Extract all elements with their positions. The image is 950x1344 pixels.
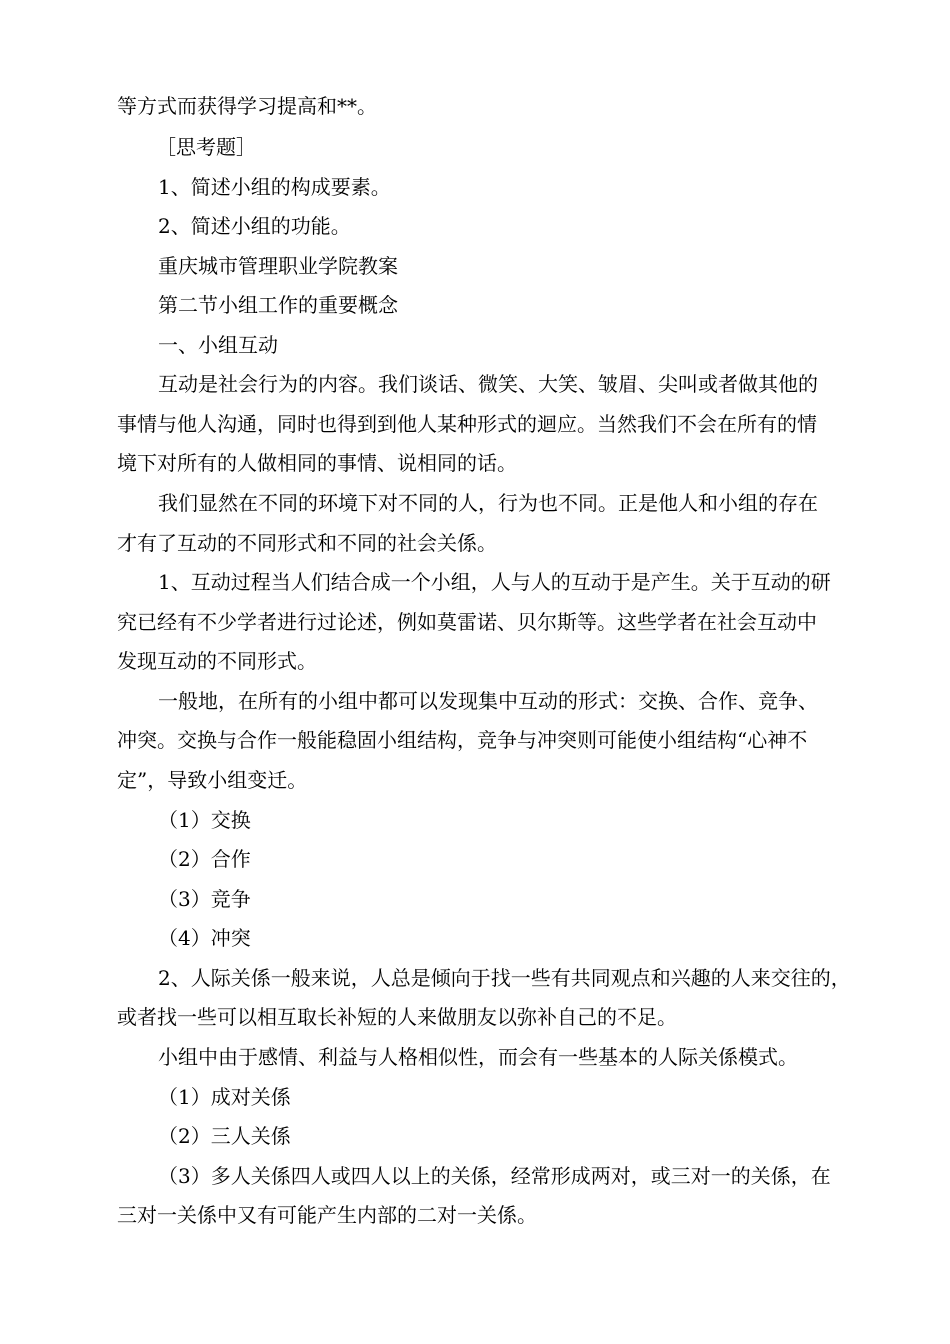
- text-line: 重庆城市管理职业学院教案: [158, 254, 398, 278]
- text-line: （1）交换: [158, 808, 251, 832]
- text-line: 或者找一些可以相互取长补短的人来做朋友以弥补自己的不足。: [117, 1005, 677, 1029]
- text-line: （2）合作: [158, 847, 251, 871]
- text-line: 第二节小组工作的重要概念: [158, 293, 398, 317]
- text-line: （2）三人关係: [158, 1124, 291, 1148]
- text-line: 互动是社会行为的内容。我们谈话、微笑、大笑、皱眉、尖叫或者做其他的: [158, 372, 818, 396]
- text-line: （4）冲突: [158, 926, 251, 950]
- text-line: 一般地，在所有的小组中都可以发现集中互动的形式：交换、合作、竞争、: [158, 689, 818, 713]
- text-line: 三对一关係中又有可能产生内部的二对一关係。: [117, 1203, 537, 1227]
- text-line: （3）多人关係四人或四人以上的关係，经常形成两对，或三对一的关係，在: [158, 1164, 831, 1188]
- text-line: （1）成对关係: [158, 1085, 291, 1109]
- text-line: 境下对所有的人做相同的事情、说相同的话。: [117, 451, 517, 475]
- text-line: 2、人际关係一般来说，人总是倾向于找一些有共同观点和兴趣的人来交往的，: [158, 966, 851, 990]
- text-line: 小组中由于感情、利益与人格相似性，而会有一些基本的人际关係模式。: [158, 1045, 798, 1069]
- text-line: ［思考题］: [156, 135, 256, 159]
- text-line: 2、简述小组的功能。: [158, 214, 351, 238]
- text-line: 1、简述小组的构成要素。: [158, 175, 391, 199]
- text-line: 事情与他人沟通，同时也得到到他人某种形式的迴应。当然我们不会在所有的情: [117, 412, 817, 436]
- text-line: 发现互动的不同形式。: [117, 649, 317, 673]
- text-line: 我们显然在不同的环境下对不同的人，行为也不同。正是他人和小组的存在: [158, 491, 818, 515]
- text-line: 1、互动过程当人们结合成一个小组，人与人的互动于是产生。关于互动的研: [158, 570, 831, 594]
- text-line: 等方式而获得学习提高和**。: [117, 94, 377, 118]
- text-line: 一、小组互动: [158, 333, 278, 357]
- text-line: 究已经有不少学者进行过论述，例如莫雷诺、贝尔斯等。这些学者在社会互动中: [117, 610, 817, 634]
- text-line: 冲突。交换与合作一般能稳固小组结构，竞争与冲突则可能使小组结构“心神不: [117, 728, 808, 752]
- text-line: 才有了互动的不同形式和不同的社会关係。: [117, 531, 497, 555]
- text-line: 定”，导致小组变迁。: [117, 768, 308, 792]
- text-line: （3）竞争: [158, 887, 251, 911]
